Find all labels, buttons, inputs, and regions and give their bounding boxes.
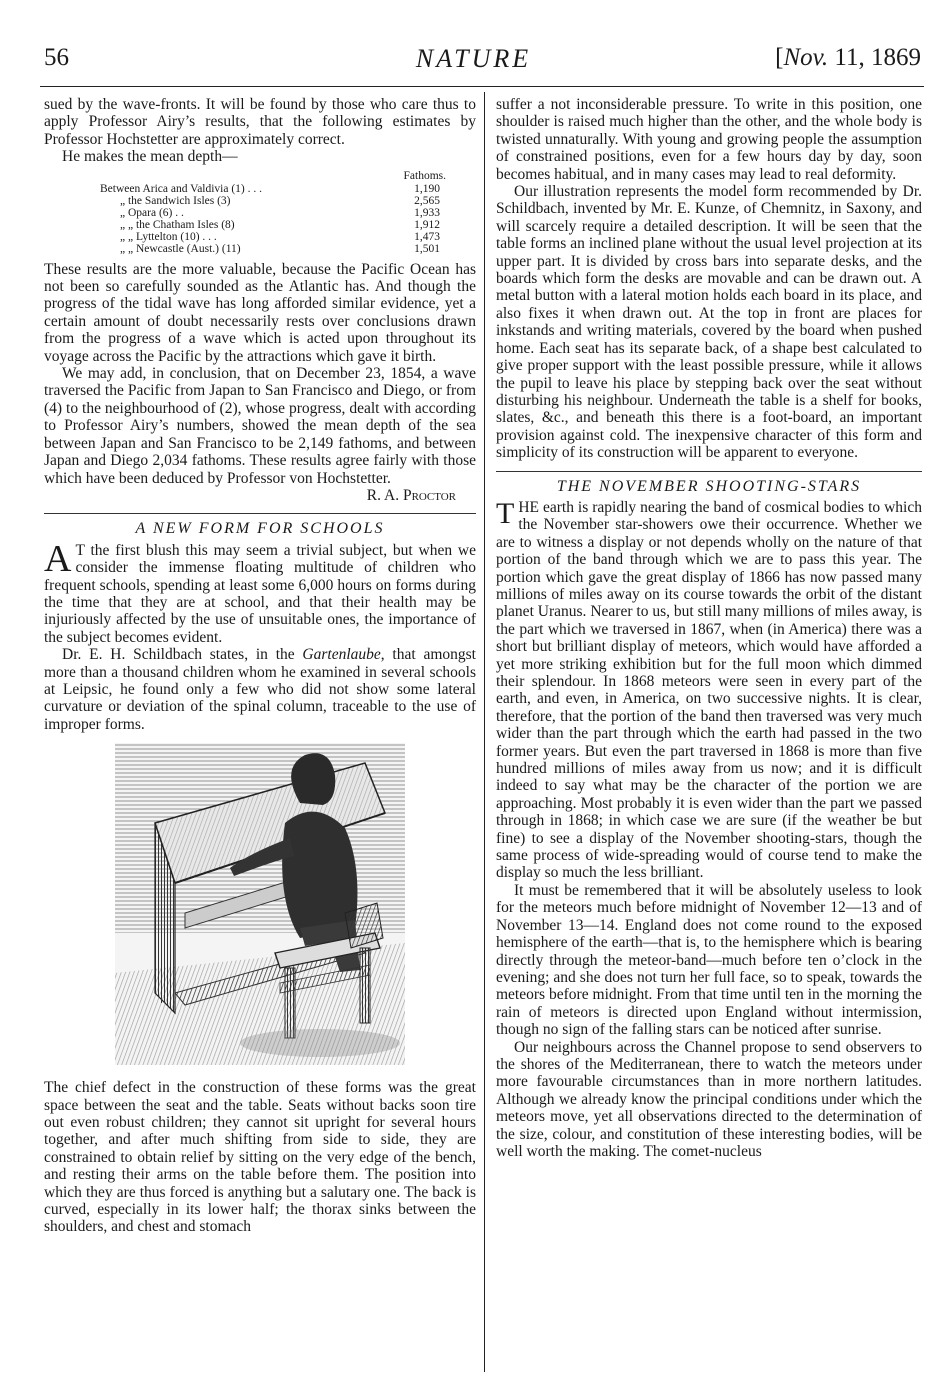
date-bracket: [ — [775, 44, 784, 71]
issue-date — [775, 44, 921, 72]
table-cell-label: „ the Sandwich Isles (3) — [120, 194, 231, 207]
table-row — [60, 231, 460, 243]
table-cell-label: „ „ Newcastle (Aust.) (11) — [120, 242, 241, 255]
table-cell-value: 1,501 — [414, 242, 440, 255]
paragraph-text: , that amongst more than a thousand children whom he examined in several schools at Leipsic, he found only a few who did not show some lateral curvature or deviation of the spinal column, traceable to the use of improper forms. — [44, 646, 476, 733]
paragraph: He makes the mean depth— — [62, 148, 238, 166]
paragraph: It must be remembered that it will be absolutely useless to look for the meteors much before midnight of November 12—13 and of November 13—14. England does not come round to the exposed hemisphere of the earth—that is, to the hemisphere which is bearing directly through the meteor-band—much before ten o’clock in the evening; and she does not turn her full face, so to speak, towards the meteors before midnight. From that time until ten in the morning the rain of meteors is directed upon England without intermission, though no sign of the falling stars can be noticed after sunrise. — [496, 881, 922, 1039]
paragraph: Our neighbours across the Channel propose to send observers to the shores of the Mediterranean, there to watch the meteors under more favourable circumstances than in more northern latitudes. Although we already know the principal conditions under which the meteors move, yet all observations directed to the determination of the size, colour, and constitution of these interesting bodies, will be well worth the making. The comet-nucleus — [496, 1038, 922, 1160]
journal-title: NATURE — [415, 44, 532, 73]
table-row — [60, 207, 460, 219]
date-rest: 11, 1869 — [828, 44, 921, 71]
table-cell-value: 2,565 — [414, 194, 440, 207]
table-cell-value: 1,912 — [414, 218, 440, 231]
table-row — [60, 219, 460, 231]
paragraph-text: Dr. E. H. Schildbach states, in the — [62, 646, 303, 664]
paragraph-text: HE earth is rapidly nearing the band of cosmical bodies to which the November star-showers owe their occurrence. Whether we are to witness a display or not depends wholly on the nature of that portion of the band through which we are to pass this year. The portion which gave the great display of 1866 has now passed many millions of miles away on its course towards the orbit of the distant planet Uranus. Nearer to us, but still many millions of miles away, is the part which we traversed in 1867, when (in America) there was a short but brilliant display of meteors, which would have afforded a yet more striking exhibition but for the full moon which dimmed their splendour. In 1868 meteors were seen in every part of the earth, and even, in America, on two successive nights. It is clear, therefore, that the portion of the band then traversed was very much wider than the part through which the earth had passed in the two former years. But even the part traversed in 1868 is more than five hundred millions of miles away from us now; and it is difficult indeed to say what may be the character of the portion we are approaching. Most probably it is even wider than the part we passed through in 1868; in which case we are sure (if the weather be but fine) to see a display of the November shooting-stars, though the same process of wide-spreading would of course tend to make the display so much the less brilliant. — [496, 498, 922, 882]
table-cell-label: „ „ Lyttelton (10) . . . — [120, 230, 217, 243]
paragraph: suffer a not inconsiderable pressure. To write in this position, one shoulder is raised much higher than the other, and the whole body is twisted unnaturally. With young and growing people the assumption of constrained positions, even for a few hours day by day, soon becomes habitual, and in many cases may lead to real deformity. — [496, 96, 922, 183]
table-cell-label: Between Arica and Valdivia (1) . . . — [100, 182, 263, 195]
column-divider — [484, 92, 485, 1372]
paragraph — [496, 496, 922, 882]
table-cell-label: „ „ the Chatham Isles (8) — [120, 218, 235, 231]
depth-table — [60, 170, 460, 255]
right-column — [496, 96, 922, 1160]
section-title: THE NOVEMBER SHOOTING-STARS — [556, 477, 862, 495]
paragraph-text: T the first blush this may seem a trivial subject, but when we consider the immense floating multitude of children who frequent schools, spending at least some 6,000 hours on forms during the time that they are at school, and that their health may be injuriously affected by the use of unsuitable ones, the importance of the subject becomes evident. — [44, 541, 476, 646]
header-rule — [40, 86, 924, 87]
table-row — [60, 243, 460, 255]
paragraph: Our illustration represents the model form recommended by Dr. Schildbach, invented by Mr. E. Kunze, of Chemnitz, in Saxony, and will scarcely require a detailed description. It will be seen that the table forms an inclined plane without the usual level projection at its upper part. It is divided by cross bars into separate desks, and the boards which form the desks are movable and can be drawn out. A metal button with a lateral motion holds each board in its place, and also fixes it when drawn out. At the top in front are places for inkstands and writing materials, covered by the board when pushed home. Each seat has its separate back, of a shape best calculated to give proper support with the least possible pressure, while it allows the pupil to leave his place by stepping back over the seat without disturbing his neighbour. Underneath the table is a shelf for books, slates, &c., and beneath this there is a foot-board, an important provision against cold. The inexpensive character of this form and simplicity of its construction will be apparent to everyone. — [496, 183, 922, 462]
depth-table-header: Fathoms. — [403, 169, 446, 182]
author-signature: R. A. Proctor — [366, 486, 456, 504]
paragraph — [44, 537, 476, 646]
page-number: 56 — [44, 44, 69, 71]
school-form-illustration — [115, 743, 405, 1065]
table-cell-value: 1,190 — [414, 182, 440, 195]
paragraph: sued by the wave-fronts. It will be found by those who care thus to apply Professor Airy’s results, that the following estimates by Professor Hochstetter are approximately correct. — [44, 96, 476, 148]
paragraph: We may add, in conclusion, that on December 23, 1854, a wave traversed the Pacific from Japan to San Francisco and Diego, or from (4) to the neighbourhood of (2), whose progress, dealt with according to Professor Airy’s numbers, showed the mean depth of the sea between Japan and San Francisco to be 2,149 fathoms, and between Japan and Diego 2,034 fathoms. These results agree fairly with those which have been deduced by Professor von Hochstetter. — [44, 365, 476, 487]
left-column — [44, 96, 476, 1236]
drop-cap: A — [44, 537, 72, 580]
table-cell-value: 1,473 — [414, 230, 440, 243]
drop-cap: T — [496, 496, 515, 530]
table-row — [60, 183, 460, 195]
table-cell-value: 1,933 — [414, 206, 440, 219]
paragraph: The chief defect in the construction of these forms was the great space between the seat and the table. Seats without backs soon tire out even robust children; they cannot sit upright for several hours together, and after much shifting from side to side, they are constrained to obtain relief by sitting on the very edge of the bench, and resting their arms on the table before them. The position into which they are thus forced is anything but a salutary one. The back is curved, especially in its lower half; the thorax sinks between the shoulders, and chest and stomach — [44, 1079, 476, 1236]
date-month: Nov. — [783, 44, 829, 71]
section-title: A NEW FORM FOR SCHOOLS — [135, 520, 385, 538]
paragraph: These results are the more valuable, because the Pacific Ocean has not been so carefully sounded as the Atlantic has. And though the progress of the tidal wave has long afforded similar evidence, yet a certain amount of doubt necessarily rests over conclusions drawn from the progress of a wave which is acted upon throughout its voyage across the Pacific by the attractions which gave it birth. — [44, 260, 476, 365]
section-rule — [496, 471, 922, 472]
page-header — [0, 0, 947, 90]
publication-title: Gartenlaube — [302, 646, 381, 664]
section-rule — [44, 513, 476, 514]
table-cell-label: „ Opara (6) . . — [120, 206, 184, 219]
table-row — [60, 195, 460, 207]
paragraph — [44, 646, 476, 733]
